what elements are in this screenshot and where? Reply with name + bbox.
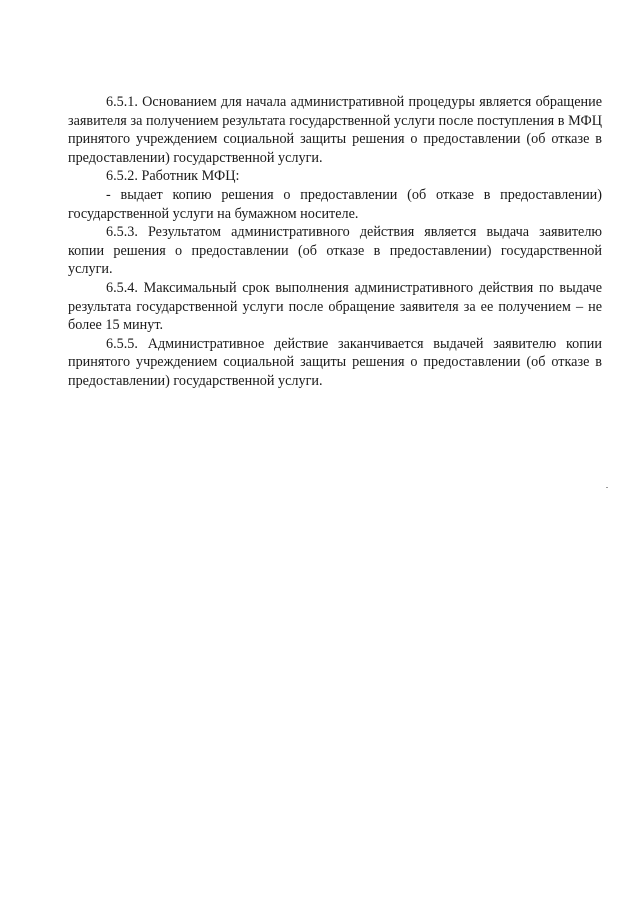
document-body — [68, 93, 602, 391]
paragraph-6-5-3: 6.5.3. Результатом административного действия является выдача заявителю копии решения о предоставлении (об отказе в предоставлении) государственной услуги. — [68, 224, 602, 278]
paragraph-6-5-2: 6.5.2. Работник МФЦ: — [106, 168, 240, 185]
paragraph-6-5-5: 6.5.5. Административное действие заканчивается выдачей заявителю копии принятого учреждением социальной защиты решения о предоставлении (об отказе в предоставлении) государственной услуги. — [68, 335, 602, 389]
scan-speck — [606, 487, 608, 488]
paragraph-6-5-2-list-item: - выдает копию решения о предоставлении (об отказе в предоставлении) государственной услуги на бумажном носителе. — [68, 186, 602, 222]
paragraph-6-5-4: 6.5.4. Максимальный срок выполнения административного действия по выдаче результата государственной услуги после обращение заявителя за ее получением – не более 15 минут. — [68, 279, 602, 334]
paragraph-6-5-1: 6.5.1. Основанием для начала административной процедуры является обращение заявителя за получением результата государственной услуги после поступления в МФЦ принятого учреждением социальной защиты решения о предоставлении (об отказе в предоставлении) государственной услуги. — [68, 94, 602, 166]
